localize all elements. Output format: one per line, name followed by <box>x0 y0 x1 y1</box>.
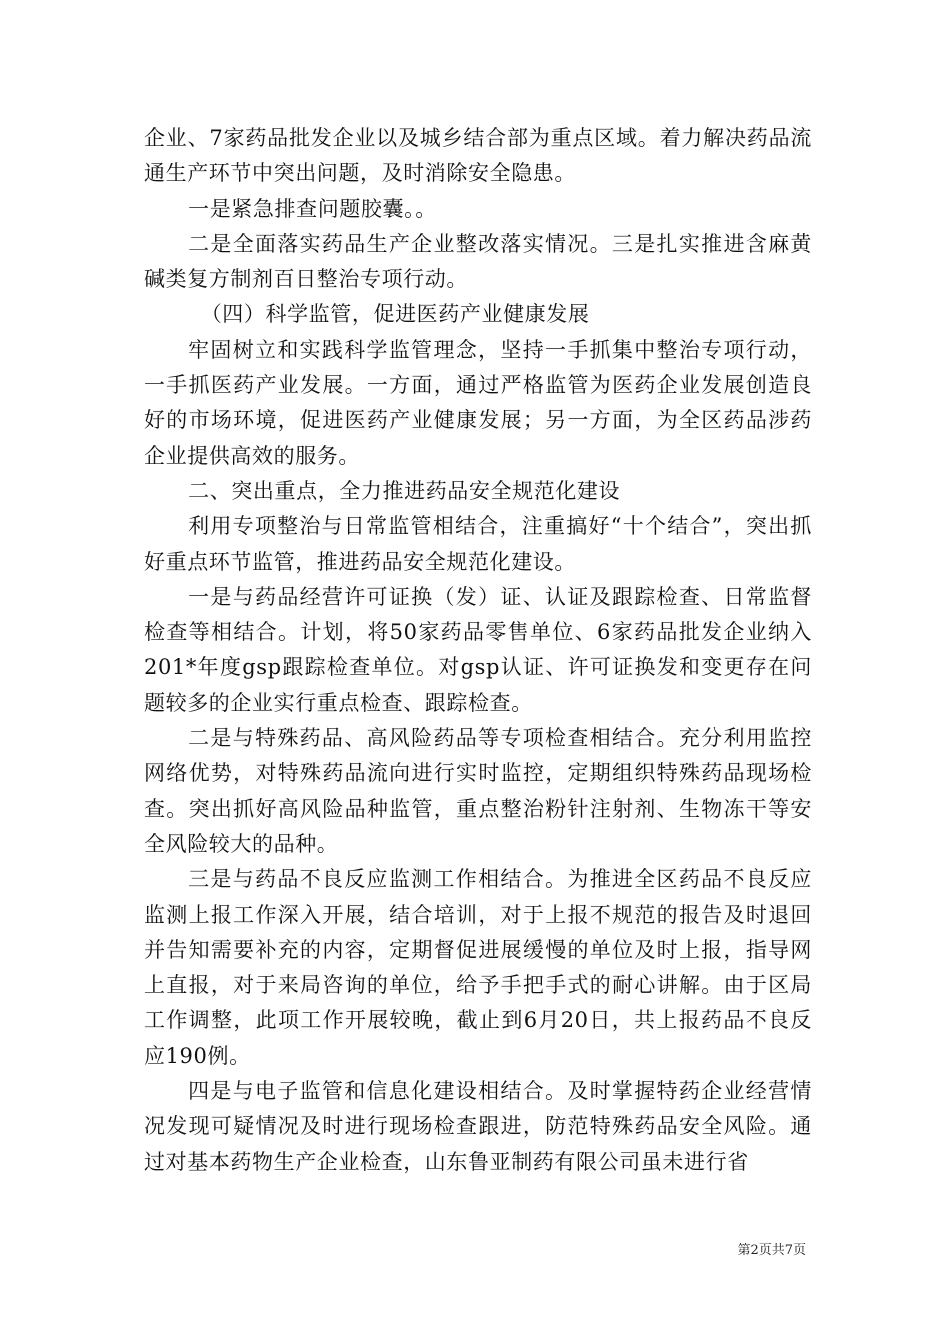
paragraph-item-license-gsp: 一是与药品经营许可证换（发）证、认证及跟踪检查、日常监督检查等相结合。计划，将50家药品零售单位、6家药品批发企业纳入201*年度gsp跟踪检查单位。对gsp认证、许可证换发和变更存在问题较多的企业实行重点检查、跟踪检查。 <box>144 584 812 715</box>
paragraph-item-special-drugs: 二是与特殊药品、高风险药品等专项检查相结合。充分利用监控网络优势，对特殊药品流向进行实时监控，定期组织特殊药品现场检查。突出抓好高风险品种监管，重点整治粉针注射剂、生物冻干等安全风险较大的品种。 <box>144 726 812 856</box>
paragraph-item-capsule-check: 一是紧急排查问题胶囊。。 <box>188 196 437 221</box>
paragraph-item-adverse-reaction: 三是与药品不良反应监测工作相结合。为推进全区药品不良反应监测上报工作深入开展，结合培训，对于上报不规范的报告及时退回并告知需要补充的内容，定期督促进展缓慢的单位及时上报，指导网上直报，对于来局咨询的单位，给予手把手式的耐心讲解。由于区局工作调整，此项工作开展较晚，截止到6月20日，共上报药品不良反应190例。 <box>144 867 812 1068</box>
paragraph-item-rectification: 二是全面落实药品生产企业整改落实情况。三是扎实推进含麻黄碱类复方制剂百日整治专项行动。 <box>144 231 812 292</box>
paragraph-item-electronic-supervision: 四是与电子监管和信息化建设相结合。及时掌握特药企业经营情况发现可疑情况及时进行现场检查跟进，防范特殊药品安全风险。通过对基本药物生产企业检查，山东鲁亚制药有限公司虽未进行省 <box>144 1079 812 1174</box>
paragraph-scientific-supervision: 牢固树立和实践科学监管理念，坚持一手抓集中整治专项行动，一手抓医药产业发展。一方面，通过严格监管为医药企业发展创造良好的市场环境，促进医药产业健康发展；另一方面，为全区药品涉药企业提供高效的服务。 <box>144 337 812 468</box>
page-number-footer: 第2页共7页 <box>737 1243 806 1258</box>
section-heading-scientific-supervision: （四）科学监管，促进医药产业健康发展 <box>200 302 590 327</box>
paragraph-continuation: 企业、7家药品批发企业以及城乡结合部为重点区域。着力解决药品流通生产环节中突出问题，及时消除安全隐患。 <box>144 126 812 186</box>
document-body <box>144 121 812 1180</box>
section-heading-key-points: 二、突出重点，全力推进药品安全规范化建设 <box>188 478 621 503</box>
paragraph-ten-combinations: 利用专项整治与日常监管相结合，注重搞好“十个结合”，突出抓好重点环节监管，推进药品安全规范化建设。 <box>144 514 812 574</box>
